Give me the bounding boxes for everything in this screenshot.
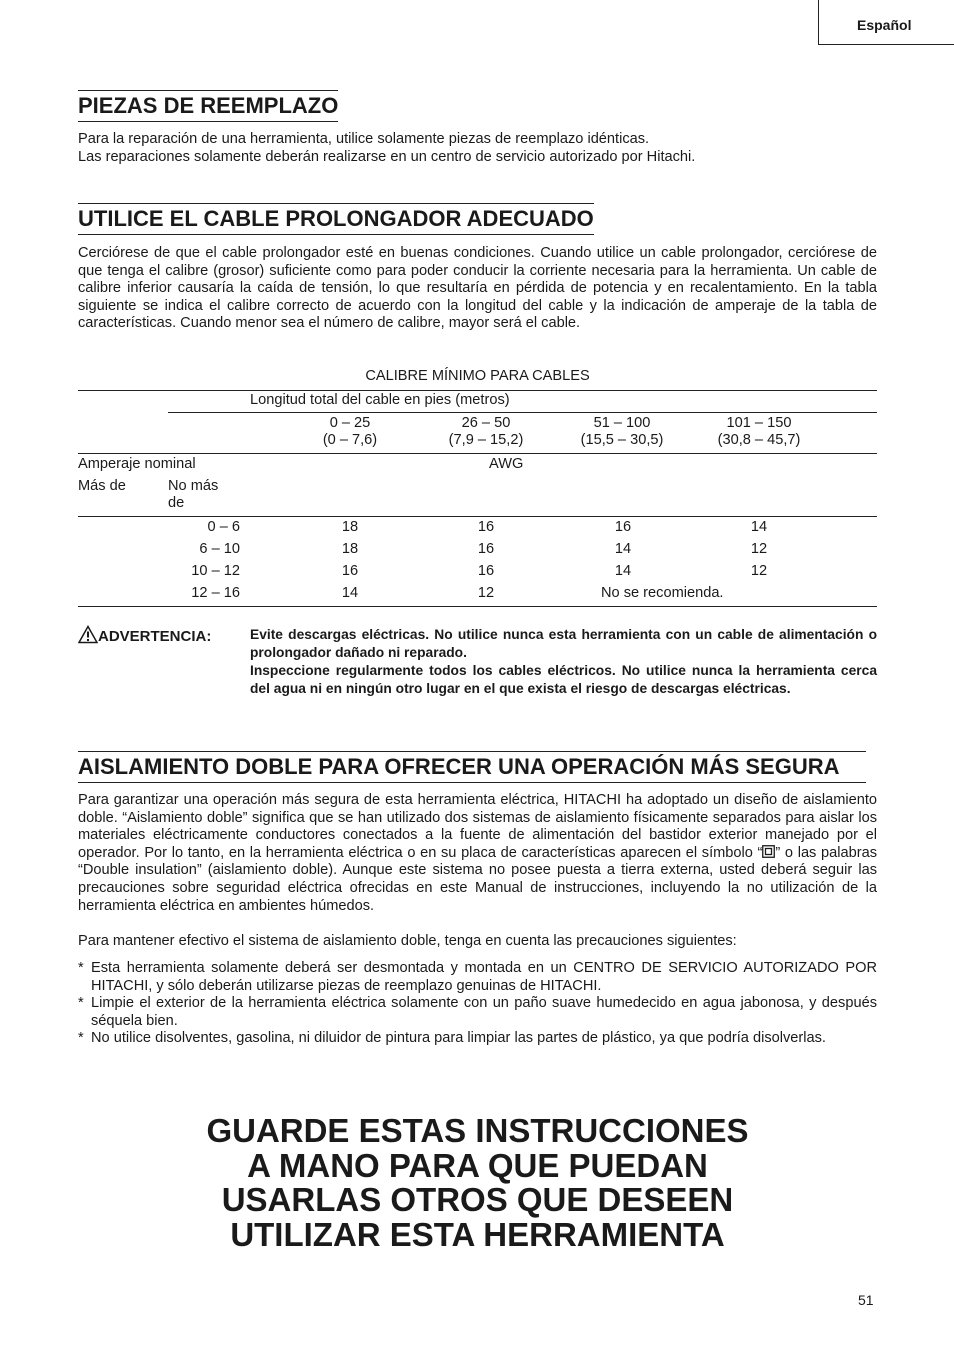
list-item: * Limpie el exterior de la herramienta eléctrica solamente con un paño suave humedecido en agua jabonosa, y después séquela bien.	[78, 995, 877, 1029]
length-col-4	[699, 415, 819, 449]
table-cell: 12	[750, 563, 768, 579]
table-row-range: 6 – 10	[199, 541, 240, 557]
table-cell: 18	[341, 519, 359, 535]
replacement-line-2: Las reparaciones solamente deberán realizarse en un centro de servicio autorizado por Hitachi.	[78, 148, 696, 165]
closing-line: GUARDE ESTAS INSTRUCCIONES	[206, 1112, 749, 1149]
gauge-table-title: CALIBRE MÍNIMO PARA CABLES	[365, 368, 590, 384]
length-col-4-feet: 101 – 150	[726, 415, 792, 431]
closing-statement	[78, 1114, 877, 1252]
section-title-extension-cord: UTILICE EL CABLE PROLONGADOR ADECUADO	[78, 203, 594, 235]
warning-text	[250, 626, 877, 698]
length-col-3	[562, 415, 682, 449]
section-title-replacement-parts: PIEZAS DE REEMPLAZO	[78, 90, 338, 122]
table-rule-length	[168, 412, 877, 413]
warning-label: ADVERTENCIA:	[98, 628, 212, 645]
closing-line: UTILIZAR ESTA HERRAMIENTA	[230, 1215, 725, 1253]
warning-text-1: Evite descargas eléctricas. No utilice nunca esta herramienta con un cable de alimentación o prolongador dañado ni reparado.	[250, 627, 877, 660]
length-col-3-meters: (15,5 – 30,5)	[580, 432, 664, 448]
table-rule-top	[78, 390, 877, 391]
length-col-2-meters: (7,9 – 15,2)	[448, 432, 524, 448]
table-row-range: 12 – 16	[191, 585, 240, 601]
table-cell: 16	[341, 563, 359, 579]
extension-cord-text: Cerciórese de que el cable prolongador esté en buenas condiciones. Cuando utilice un cable prolongador, cerciórese de que tenga el calibre (grosor) suficiente como para poder conducir la corriente necesaria para la herramienta. Un cable de calibre inferior causaría la caída de tensión, lo que resultaría en pérdida de potencia y en recalentamiento. En la tabla siguiente se indica el calibre correcto de acuerdo con la longitud del cable y la indicación de amperaje de la tabla de características. Cuando menor sea el número de calibre, mayor será el cable.	[78, 245, 877, 332]
warning-label-group	[78, 625, 211, 645]
table-cell: 14	[614, 563, 632, 579]
length-col-1-feet: 0 – 25	[329, 415, 371, 431]
table-cell: 12	[750, 541, 768, 557]
precautions-list	[78, 960, 877, 1048]
closing-line: A MANO PARA QUE PUEDAN	[247, 1146, 708, 1184]
table-cell: 16	[614, 519, 632, 535]
table-cell: 12	[477, 585, 495, 601]
list-item-text: No utilice disolventes, gasolina, ni diluidor de pintura para limpiar las partes de plástico, ya que podría disolverlas.	[91, 1030, 826, 1047]
table-rule-units	[78, 453, 877, 454]
table-cell: 18	[341, 541, 359, 557]
table-cell: 14	[750, 519, 768, 535]
language-label: Español	[857, 17, 912, 33]
double-insulation-text	[78, 792, 877, 915]
table-cell: 16	[477, 563, 495, 579]
length-col-2	[426, 415, 546, 449]
list-item-text: Esta herramienta solamente deberá ser desmontada y montada en un CENTRO DE SERVICIO AUTORIZADO POR HITACHI, y sólo deberán utilizarse piezas de reemplazo genuinas de HITACHI.	[91, 960, 877, 994]
list-item: * Esta herramienta solamente deberá ser desmontada y montada en un CENTRO DE SERVICIO AUTORIZADO POR HITACHI, y sólo deberán utilizarse piezas de reemplazo genuinas de HITACHI.	[78, 960, 877, 994]
table-cell: 14	[614, 541, 632, 557]
length-col-1	[300, 415, 400, 449]
length-col-1-meters: (0 – 7,6)	[322, 432, 378, 448]
replacement-line-1: Para la reparación de una herramienta, utilice solamente piezas de reemplazo idénticas.	[78, 131, 650, 147]
not-recommended-note: No se recomienda.	[601, 585, 724, 601]
table-cell: 14	[341, 585, 359, 601]
list-item-text: Limpie el exterior de la herramienta eléctrica solamente con un paño suave humedecido en agua jabonosa, y después séquela bien.	[91, 995, 877, 1029]
replacement-parts-text	[78, 131, 877, 166]
page-number: 51	[858, 1292, 874, 1308]
length-header: Longitud total del cable en pies (metros)	[250, 392, 510, 408]
warning-text-2: Inspeccione regularmente todos los cables eléctricos. No utilice nunca la herramienta cerca del agua ni en ningún otro lugar en el que exista el riesgo de descargas eléctricas.	[250, 663, 877, 696]
length-col-2-feet: 26 – 50	[461, 415, 511, 431]
table-row-range: 10 – 12	[191, 563, 240, 579]
double-insulation-icon	[762, 845, 775, 858]
length-col-3-feet: 51 – 100	[593, 415, 651, 431]
list-item: * No utilice disolventes, gasolina, ni diluidor de pintura para limpiar las partes de plástico, ya que podría disolverlas.	[78, 1030, 826, 1047]
length-col-4-meters: (30,8 – 45,7)	[717, 432, 801, 448]
double-insulation-text-2: Para mantener efectivo el sistema de aislamiento doble, tenga en cuenta las precauciones siguientes:	[78, 933, 737, 949]
not-more-than-label: No más de	[168, 478, 219, 511]
double-insulation-text-b: ” o las palabras “Double insulation” (aislamiento doble). Aunque este sistema no posee puesta a tierra externa, usted deberá seguir las precauciones sobre seguridad eléctrica ofrecidas en este Manual de instrucciones, incluyendo la no utilización de la herramienta eléctrica en ambientes húmedos.	[78, 844, 877, 914]
double-insulation-text-a: Para garantizar una operación más segura de esta herramienta eléctrica, HITACHI ha adoptado un diseño de aislamiento doble. “Aislamiento doble” significa que se han utilizado dos sistemas de aislamiento físicamente separados para aislar los materiales eléctricamente conductores conectados a la fuente de alimentación del bastidor exterior manejado por el operador. Por lo tanto, en la herramienta eléctrica o en su placa de características aparecen el símbolo “	[78, 792, 877, 861]
more-than-label: Más de	[78, 478, 126, 494]
ampere-label: Amperaje nominal	[78, 456, 196, 472]
table-rule-body	[78, 516, 877, 517]
section-title-double-insulation: AISLAMIENTO DOBLE PARA OFRECER UNA OPERACIÓN MÁS SEGURA	[78, 751, 866, 783]
table-rule-bottom	[78, 606, 877, 607]
closing-line: USARLAS OTROS QUE DESEEN	[221, 1181, 734, 1218]
language-tab	[818, 0, 954, 45]
table-row-range: 0 – 6	[207, 519, 240, 535]
table-cell: 16	[477, 541, 495, 557]
table-cell: 16	[477, 519, 495, 535]
awg-label: AWG	[489, 456, 524, 472]
warning-triangle-icon	[78, 625, 98, 644]
